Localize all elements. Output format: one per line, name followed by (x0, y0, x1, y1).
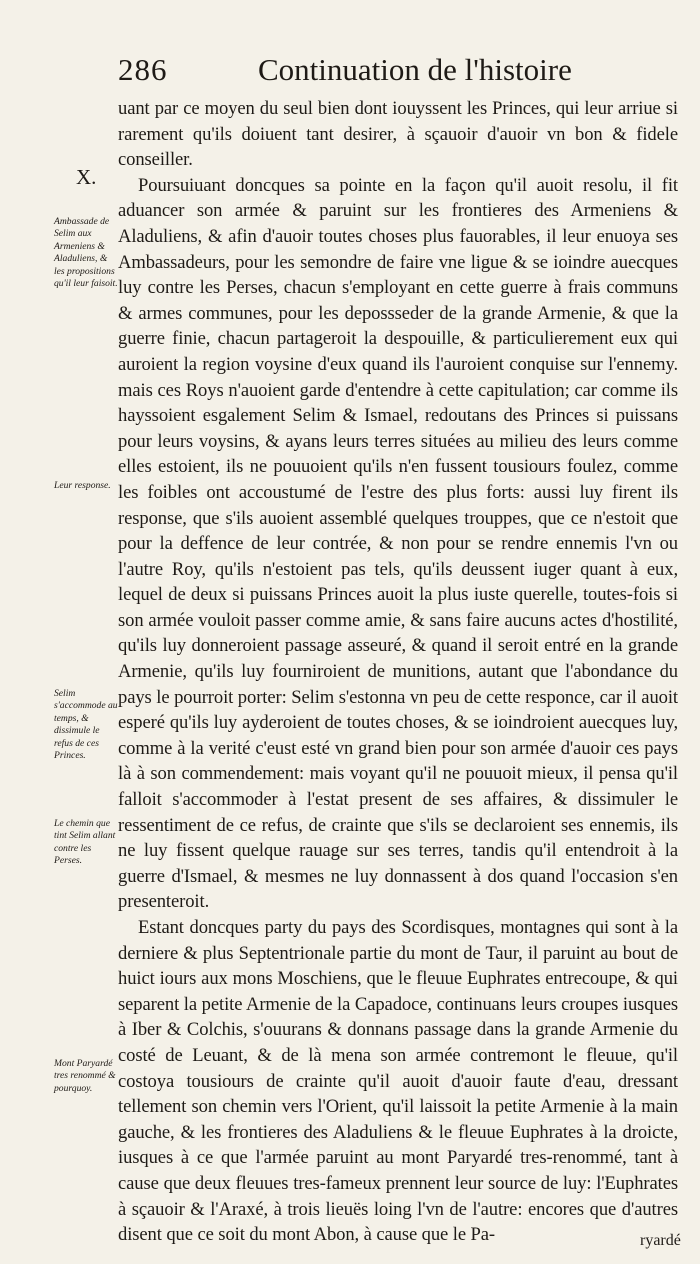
margin-note: Le chemin que tint Selim allant contre les Perses. (54, 818, 116, 867)
page-number: 286 (118, 52, 168, 87)
page-header (118, 52, 572, 92)
margin-note: Selim s'accommode au temps, & dissimule le refus de ces Princes. (54, 688, 118, 762)
section-number: X. (76, 165, 97, 189)
paragraph: Poursuiuant doncques sa pointe en la façon qu'il auoit resolu, il fit aduancer son armée & paruint sur les frontieres des Armeniens & Aladuliens, & afin d'auoir toutes choses plus fauorables, il leur enuoya ses Ambassadeurs, pour les semondre de faire vne ligue & se ioindre auecques luy contre les Perses, chacun s'employant en cette guerre à frais communs & armes communes, pour les depossseder de la grande Armenie, & que la guerre finie, chacun partageroit la despouille, & particulierement eux qui auroient la region voysine d'eux quand ils l'auroient conquise sur l'ennemy. mais ces Roys n'auoient garde d'entendre à cette capitulation; car comme ils hayssoient esgalement Selim & Ismael, redoutans des Princes si puissans pour leurs voysins, & ayans leurs terres situées au milieu des leurs comme elles estoient, ils ne pouuoient qu'ils n'en fussent tousiours foulez, comme les foibles ont accoustumé de l'estre des plus forts: aussi luy firent ils response, que s'ils auoient assemblé quelques trouppes, que ce n'estoit que pour la deffence de leur contrée, & non pour se rendre ennemis l'vn ou l'autre Roy, qu'ils n'estoient pas tels, qu'ils deussent iuger quant à eux, lequel de deux si puissans Princes auoit la plus iuste querelle, toutes-fois si son armée vouloit passer comme amie, & sans faire aucuns actes d'hostilité, qu'ils luy donneroient passage asseuré, & quand il seroit entré en la grande Armenie, qu'ils luy fourniroient de munitions, autant que l'abondance du pays le pourroit porter: Selim s'estonna vn peu de cette responce, car il auoit esperé qu'ils luy ayderoient de toutes choses, & se ioindroient auecques luy, comme à la verité c'eust esté vn grand bien pour son armée d'auoir ces pays là à son commendement: mais voyant qu'il ne pouuoit mieux, il pensa qu'il falloit s'accommoder à l'estat present de ses affaires, & dissimuler le ressentiment de ce refus, de crainte que s'ils se declaroient ses ennemis, ils ne luy fissent quelque rauage sur ses terres, tandis qu'il entendroit à la guerre d'Ismael, & mesmes ne luy donnassent à dos quand l'occasion s'en presenteroit. (118, 174, 678, 913)
running-title: Continuation de l'histoire (258, 52, 572, 87)
paragraph: uant par ce moyen du seul bien dont iouyssent les Princes, qui leur arriue si rarement qu'ils doiuent tant desirer, à sçauoir d'auoir vn bon & fidele conseiller. (118, 98, 678, 171)
paragraph: Estant doncques party du pays des Scordisques, montagnes qui sont à la derniere & plus Septentrionale partie du mont de Taur, il paruint au bout de huict iours aux mons Moschiens, que le fleuue Euphrates entrecoupe, & qui separent la petite Armenie de la Capadoce, continuans leurs croupes iusques à Iber & Colchis, s'ouurans & donnans passage dans la grande Armenie du costé de Leuant, & de là mena son armée contremont le fleuue, qu'il costoya tousiours de crainte qu'il auoit d'auoir faute d'eau, dressant tellement son chemin vers l'Orient, qu'il laissoit la petite Armenie à la main gauche, & les frontieres des Aladuliens & le fleuue Euphrates à la droicte, iusques à ce que l'armée paruint au mont Paryardé tres-renommé, tant à cause que deux fleuues tres-fameux prennent leur source de luy: l'Euphrates à sçauoir & l'Araxé, à trois lieuës loing l'vn de l'autre: encores que d'autres disent que ce soit du mont Abon, à cause que le Pa- (118, 917, 678, 1246)
margin-note: Mont Paryardé tres renommé & pourquoy. (54, 1058, 116, 1094)
body-text (118, 96, 678, 1248)
margin-note: Leur response. (54, 480, 111, 491)
margin-note: Ambassade de Selim aux Armeniens & Aladuliens, & les propositions qu'il leur faisoit. (54, 216, 118, 290)
catchword: ryardé (640, 1232, 681, 1249)
